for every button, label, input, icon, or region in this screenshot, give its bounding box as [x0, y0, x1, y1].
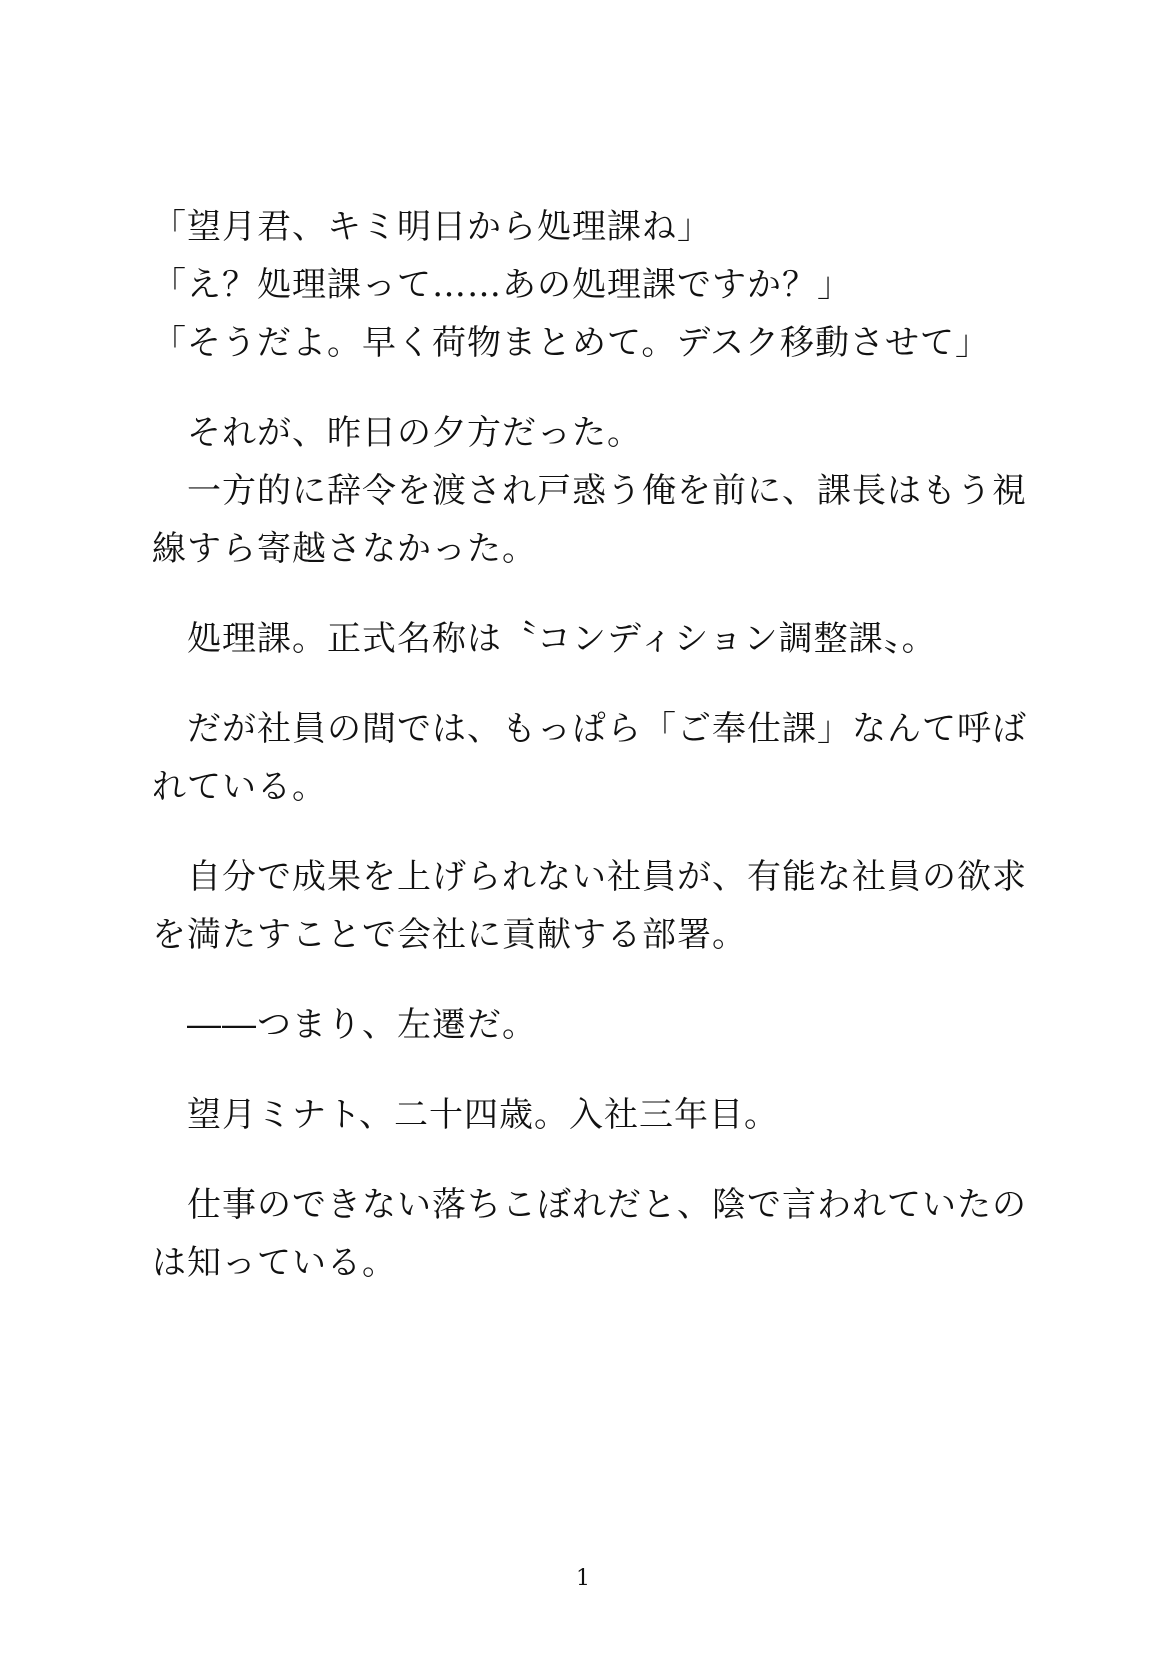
paragraph-gap [152, 578, 1032, 610]
paragraph-gap [152, 964, 1032, 996]
page-number: 1 [576, 1566, 590, 1591]
text-line: だが社員の間では、もっぱら「ご奉仕課」なんて呼ば [152, 709, 1027, 749]
text-line: それが、昨日の夕方だった。 [152, 413, 642, 453]
text-line: を満たすことで会社に貢献する部署。 [152, 915, 747, 955]
body-text [152, 198, 1032, 1292]
paragraph-gap [152, 668, 1032, 700]
dialogue-line: 「そうだよ。早く荷物まとめて。デスク移動させて」 [152, 323, 990, 363]
paragraph-gap [152, 1144, 1032, 1176]
dialogue-line: 「え？処理課って……あの処理課ですか？」 [152, 265, 852, 305]
paragraph-gap [152, 816, 1032, 848]
text-line: は知っている。 [152, 1243, 397, 1283]
text-line: れている。 [152, 767, 327, 807]
text-line: 自分で成果を上げられない社員が、有能な社員の欲求 [152, 857, 1027, 897]
paragraph-gap [152, 1054, 1032, 1086]
paragraph-gap [152, 372, 1032, 404]
text-line: 仕事のできない落ちこぼれだと、陰で言われていたの [152, 1185, 1027, 1225]
text-line: 望月ミナト、二十四歳。入社三年目。 [152, 1095, 779, 1135]
dialogue-line: 「望月君、キミ明日から処理課ね」 [152, 207, 712, 247]
text-line: 一方的に辞令を渡され戸惑う俺を前に、課長はもう視 [152, 471, 1027, 511]
text-line: 処理課。正式名称は〝コンディション調整課〟。 [152, 619, 937, 659]
text-line: ――つまり、左遷だ。 [152, 1005, 537, 1045]
text-line: 線すら寄越さなかった。 [152, 529, 537, 569]
